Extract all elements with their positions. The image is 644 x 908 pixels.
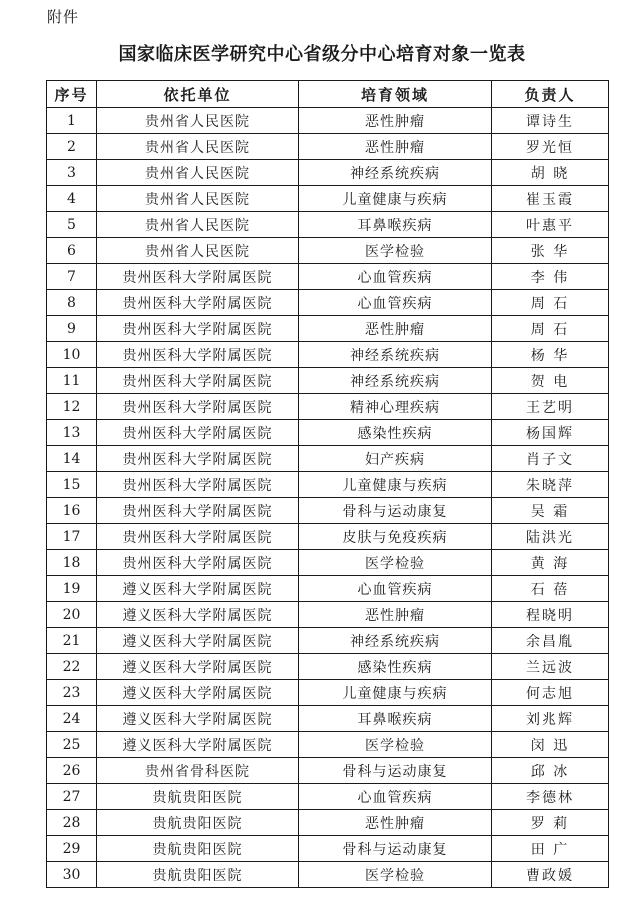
- cell-unit: 贵州省人民医院: [97, 108, 299, 134]
- cell-no: 26: [47, 758, 97, 784]
- cell-field: 神经系统疾病: [299, 368, 492, 394]
- cell-no: 11: [47, 368, 97, 394]
- cell-no: 29: [47, 836, 97, 862]
- cell-unit: 贵州医科大学附属医院: [97, 368, 299, 394]
- cell-no: 27: [47, 784, 97, 810]
- cell-field: 骨科与运动康复: [299, 758, 492, 784]
- cell-no: 21: [47, 628, 97, 654]
- cell-unit: 贵州医科大学附属医院: [97, 446, 299, 472]
- table-row: [47, 238, 609, 264]
- cell-unit: 遵义医科大学附属医院: [97, 706, 299, 732]
- cell-unit: 贵州医科大学附属医院: [97, 342, 299, 368]
- table-row: [47, 602, 609, 628]
- table-row: [47, 212, 609, 238]
- cell-field: 神经系统疾病: [299, 342, 492, 368]
- cell-lead: 贺 电: [492, 368, 609, 394]
- table-row: [47, 862, 609, 888]
- cell-no: 5: [47, 212, 97, 238]
- cell-lead: 叶惠平: [492, 212, 609, 238]
- table-row: [47, 394, 609, 420]
- cell-unit: 贵州医科大学附属医院: [97, 420, 299, 446]
- cell-lead: 胡 晓: [492, 160, 609, 186]
- cell-lead: 周 石: [492, 316, 609, 342]
- cell-unit: 遵义医科大学附属医院: [97, 628, 299, 654]
- cell-field: 医学检验: [299, 862, 492, 888]
- cell-no: 20: [47, 602, 97, 628]
- cell-unit: 贵航贵阳医院: [97, 810, 299, 836]
- cell-unit: 贵州医科大学附属医院: [97, 394, 299, 420]
- cell-lead: 刘兆辉: [492, 706, 609, 732]
- cell-no: 23: [47, 680, 97, 706]
- table-row: [47, 420, 609, 446]
- cell-lead: 罗 莉: [492, 810, 609, 836]
- cell-lead: 朱晓萍: [492, 472, 609, 498]
- cell-field: 感染性疾病: [299, 420, 492, 446]
- cell-field: 儿童健康与疾病: [299, 472, 492, 498]
- cell-no: 14: [47, 446, 97, 472]
- cell-lead: 余昌胤: [492, 628, 609, 654]
- cell-unit: 贵州省人民医院: [97, 186, 299, 212]
- cell-no: 28: [47, 810, 97, 836]
- cell-unit: 遵义医科大学附属医院: [97, 654, 299, 680]
- cell-no: 15: [47, 472, 97, 498]
- cell-lead: 曹政媛: [492, 862, 609, 888]
- cell-lead: 杨 华: [492, 342, 609, 368]
- cell-no: 4: [47, 186, 97, 212]
- cell-no: 22: [47, 654, 97, 680]
- header-field: 培育领域: [299, 81, 492, 108]
- table-row: [47, 264, 609, 290]
- table-row: [47, 160, 609, 186]
- cell-no: 7: [47, 264, 97, 290]
- cell-unit: 贵州医科大学附属医院: [97, 264, 299, 290]
- cell-lead: 黄 海: [492, 550, 609, 576]
- cell-no: 8: [47, 290, 97, 316]
- cell-unit: 遵义医科大学附属医院: [97, 576, 299, 602]
- cell-field: 感染性疾病: [299, 654, 492, 680]
- table-row: [47, 472, 609, 498]
- cell-unit: 贵州省人民医院: [97, 238, 299, 264]
- cell-no: 10: [47, 342, 97, 368]
- page-title: 国家临床医学研究中心省级分中心培育对象一览表: [118, 44, 526, 65]
- cell-unit: 贵州医科大学附属医院: [97, 290, 299, 316]
- cell-field: 儿童健康与疾病: [299, 186, 492, 212]
- cell-unit: 贵航贵阳医院: [97, 836, 299, 862]
- table-row: [47, 628, 609, 654]
- cell-no: 1: [47, 108, 97, 134]
- cell-unit: 遵义医科大学附属医院: [97, 680, 299, 706]
- cell-lead: 程晓明: [492, 602, 609, 628]
- cell-lead: 王艺明: [492, 394, 609, 420]
- cell-field: 心血管疾病: [299, 576, 492, 602]
- cell-field: 心血管疾病: [299, 264, 492, 290]
- cell-unit: 贵州医科大学附属医院: [97, 472, 299, 498]
- cell-no: 3: [47, 160, 97, 186]
- cell-lead: 罗光恒: [492, 134, 609, 160]
- header-lead: 负责人: [492, 81, 609, 108]
- cell-lead: 石 蓓: [492, 576, 609, 602]
- cell-no: 2: [47, 134, 97, 160]
- cell-unit: 贵州省人民医院: [97, 134, 299, 160]
- cell-unit: 贵航贵阳医院: [97, 784, 299, 810]
- cell-field: 恶性肿瘤: [299, 602, 492, 628]
- cell-field: 皮肤与免疫疾病: [299, 524, 492, 550]
- table-row: [47, 836, 609, 862]
- attachment-label: 附件: [47, 8, 80, 26]
- cell-unit: 贵州医科大学附属医院: [97, 498, 299, 524]
- cell-field: 妇产疾病: [299, 446, 492, 472]
- table-body: [47, 108, 609, 888]
- table-row: [47, 680, 609, 706]
- cell-no: 30: [47, 862, 97, 888]
- header-unit: 依托单位: [97, 81, 299, 108]
- table-row: [47, 498, 609, 524]
- cell-field: 恶性肿瘤: [299, 316, 492, 342]
- cell-field: 骨科与运动康复: [299, 498, 492, 524]
- table-row: [47, 186, 609, 212]
- header-no: 序号: [47, 81, 97, 108]
- table-row: [47, 732, 609, 758]
- table-row: [47, 316, 609, 342]
- table-row: [47, 550, 609, 576]
- cell-unit: 贵州省人民医院: [97, 212, 299, 238]
- cell-unit: 贵州省人民医院: [97, 160, 299, 186]
- cell-lead: 杨国辉: [492, 420, 609, 446]
- cell-no: 18: [47, 550, 97, 576]
- table-row: [47, 784, 609, 810]
- cell-lead: 兰远波: [492, 654, 609, 680]
- cell-field: 心血管疾病: [299, 784, 492, 810]
- cell-field: 耳鼻喉疾病: [299, 212, 492, 238]
- cell-field: 骨科与运动康复: [299, 836, 492, 862]
- cell-field: 恶性肿瘤: [299, 108, 492, 134]
- cell-unit: 贵州医科大学附属医院: [97, 316, 299, 342]
- cell-lead: 谭诗生: [492, 108, 609, 134]
- cell-field: 恶性肿瘤: [299, 810, 492, 836]
- cell-no: 16: [47, 498, 97, 524]
- cell-lead: 李德林: [492, 784, 609, 810]
- cell-lead: 李 伟: [492, 264, 609, 290]
- cell-no: 13: [47, 420, 97, 446]
- cell-unit: 遵义医科大学附属医院: [97, 602, 299, 628]
- table-row: [47, 524, 609, 550]
- table-row: [47, 446, 609, 472]
- cell-field: 神经系统疾病: [299, 628, 492, 654]
- cell-unit: 贵州省骨科医院: [97, 758, 299, 784]
- cell-field: 心血管疾病: [299, 290, 492, 316]
- table-row: [47, 108, 609, 134]
- cell-field: 儿童健康与疾病: [299, 680, 492, 706]
- cell-no: 25: [47, 732, 97, 758]
- cell-field: 医学检验: [299, 732, 492, 758]
- table-row: [47, 758, 609, 784]
- cell-no: 19: [47, 576, 97, 602]
- cell-field: 医学检验: [299, 550, 492, 576]
- cell-unit: 遵义医科大学附属医院: [97, 732, 299, 758]
- table-row: [47, 810, 609, 836]
- centers-table: [46, 80, 609, 888]
- cell-field: 耳鼻喉疾病: [299, 706, 492, 732]
- cell-lead: 何志旭: [492, 680, 609, 706]
- cell-lead: 田 广: [492, 836, 609, 862]
- table-row: [47, 290, 609, 316]
- header-row: [47, 81, 609, 108]
- cell-field: 恶性肿瘤: [299, 134, 492, 160]
- cell-no: 17: [47, 524, 97, 550]
- cell-unit: 贵航贵阳医院: [97, 862, 299, 888]
- cell-lead: 周 石: [492, 290, 609, 316]
- cell-lead: 张 华: [492, 238, 609, 264]
- cell-field: 精神心理疾病: [299, 394, 492, 420]
- cell-field: 神经系统疾病: [299, 160, 492, 186]
- cell-unit: 贵州医科大学附属医院: [97, 550, 299, 576]
- table-row: [47, 342, 609, 368]
- cell-unit: 贵州医科大学附属医院: [97, 524, 299, 550]
- cell-field: 医学检验: [299, 238, 492, 264]
- table-row: [47, 654, 609, 680]
- cell-lead: 陆洪光: [492, 524, 609, 550]
- cell-lead: 肖子文: [492, 446, 609, 472]
- cell-lead: 闵 迅: [492, 732, 609, 758]
- cell-no: 6: [47, 238, 97, 264]
- cell-no: 9: [47, 316, 97, 342]
- cell-no: 12: [47, 394, 97, 420]
- cell-lead: 吴 霜: [492, 498, 609, 524]
- table-row: [47, 706, 609, 732]
- cell-lead: 崔玉霞: [492, 186, 609, 212]
- cell-no: 24: [47, 706, 97, 732]
- cell-lead: 邱 冰: [492, 758, 609, 784]
- table-row: [47, 576, 609, 602]
- table-row: [47, 134, 609, 160]
- table-row: [47, 368, 609, 394]
- table-header: [47, 81, 609, 108]
